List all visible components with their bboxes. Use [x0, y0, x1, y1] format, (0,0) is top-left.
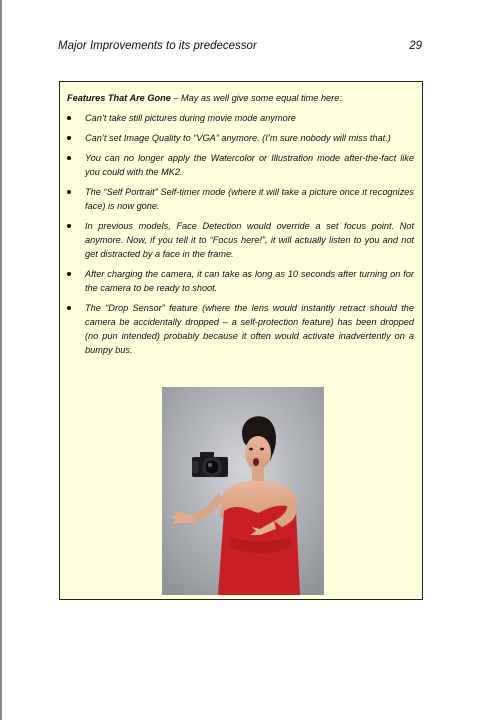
header-title: Major Improvements to its predecessor: [58, 40, 257, 52]
list-item-text: Can’t set Image Quality to “VGA” anymore. (I’m sure nobody will miss that.): [85, 133, 391, 143]
box-intro: [67, 91, 414, 105]
bullet-icon: [67, 136, 71, 140]
bullet-icon: [67, 156, 71, 160]
list-item: [67, 219, 414, 261]
bullet-icon: [67, 190, 71, 194]
list-item-text: You can no longer apply the Watercolor or Illustration mode after-the-fact like you could with the MK2.: [85, 153, 414, 177]
list-item: [67, 111, 414, 125]
woman-catching-camera-photo: [162, 387, 324, 595]
box-heading: Features That Are Gone: [67, 93, 171, 103]
list-item-text: After charging the camera, it can take as long as 10 seconds after turning on for the camera to be ready to shoot.: [85, 269, 414, 293]
page-edge-rule: [0, 0, 2, 720]
features-list: [67, 111, 414, 357]
page-number: 29: [409, 40, 422, 52]
list-item-text: The “Self Portrait” Self-timer mode (where it will take a picture once it recognizes face) is now gone.: [85, 187, 414, 211]
bullet-icon: [67, 306, 71, 310]
list-item: [67, 185, 414, 213]
list-item-text: In previous models, Face Detection would override a set focus point. Not anymore. Now, if you tell it to “Focus here!”, it will actually listen to you and not get distracted by a face in the frame.: [85, 221, 414, 259]
bullet-icon: [67, 116, 71, 120]
list-item-text: The “Drop Sensor” feature (where the lens would instantly retract should the camera be accidentally dropped – a self-protection feature) has been dropped (no pun intended) probably because it often would activate inadvertently on a bumpy bus.: [85, 303, 414, 355]
bullet-icon: [67, 224, 71, 228]
list-item: [67, 301, 414, 357]
list-item: [67, 131, 414, 145]
features-gone-box: [59, 81, 423, 600]
running-header: [58, 40, 422, 56]
list-item: [67, 151, 414, 179]
bullet-icon: [67, 272, 71, 276]
list-item-text: Can’t take still pictures during movie mode anymore: [85, 113, 296, 123]
list-item: [67, 267, 414, 295]
box-intro-text: – May as well give some equal time here:: [170, 93, 342, 103]
